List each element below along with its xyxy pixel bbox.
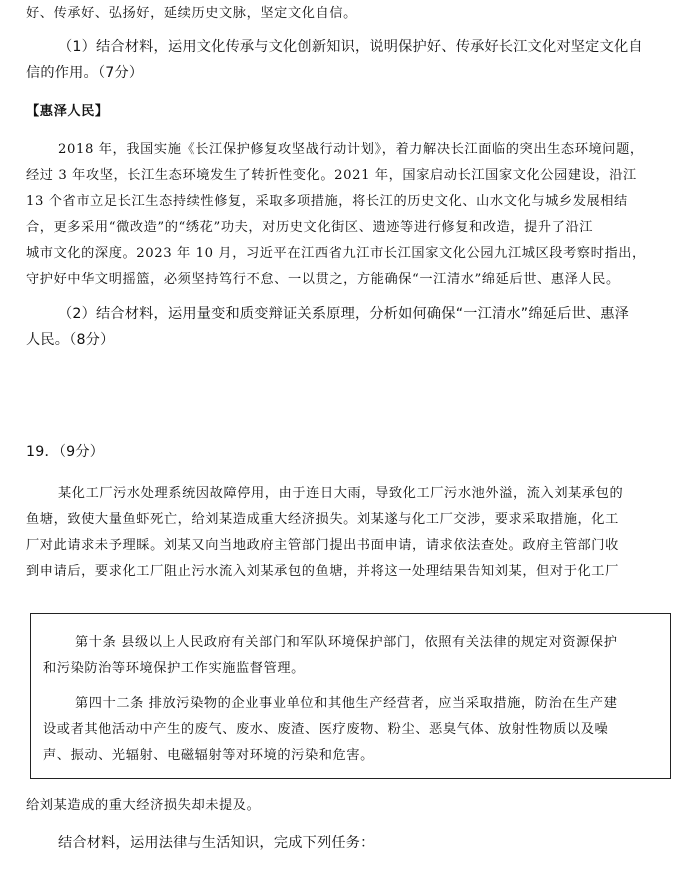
question-number: 19．（9分） xyxy=(26,444,105,460)
passage-line: 鱼塘，致使大量鱼虾死亡，给刘某造成重大经济损失。刘某遂与化工厂交涉，要求采取措施，化工 xyxy=(26,512,619,527)
law-article-line: 第十条 县级以上人民政府有关部门和军队环境保护部门，依照有关法律的规定对资源保护 xyxy=(75,635,618,650)
law-excerpt-box xyxy=(30,613,671,779)
passage-line: 到申请后，要求化工厂阻止污水流入刘某承包的鱼塘，并将这一处理结果告知刘某，但对于化工厂 xyxy=(26,564,619,579)
passage-line: 合，更多采用“微改造”的“绣花”功夫，对历史文化街区、遗迹等进行修复和改造，提升了沿江 xyxy=(26,220,594,235)
passage-line: 好、传承好、弘扬好，延续历史文脉，坚定文化自信。 xyxy=(26,6,357,21)
task-instruction: 结合材料，运用法律与生活知识，完成下列任务： xyxy=(58,835,375,851)
passage-line: 厂对此请求未予理睬。刘某又向当地政府主管部门提出书面申请，请求依法查处。政府主管部门收 xyxy=(26,538,619,553)
law-article-line: 声、振动、光辐射、电磁辐射等对环境的污染和危害。 xyxy=(43,748,374,763)
passage-line: 经过 3 年攻坚，长江生态环境发生了转折性变化。2021 年，国家启动长江国家文化公园建设，沿江 xyxy=(26,168,637,183)
law-article-line: 和污染防治等环境保护工作实施监督管理。 xyxy=(43,661,305,676)
law-article-line: 设或者其他活动中产生的废气、废水、废渣、医疗废物、粉尘、恶臭气体、放射性物质以及噪 xyxy=(43,722,609,737)
passage-line: 城市文化的深度。2023 年 10 月，习近平在江西省九江市长江国家文化公园九江城区段考察时指出， xyxy=(26,246,646,261)
question-2-line: （2）结合材料，运用量变和质变辩证关系原理，分析如何确保“一江清水”绵延后世、惠泽 xyxy=(58,306,630,322)
passage-line: 给刘某造成的重大经济损失却未提及。 xyxy=(26,798,261,813)
law-article-line: 第四十二条 排放污染物的企业事业单位和其他生产经营者，应当采取措施，防治在生产建 xyxy=(75,696,618,711)
question-1-line: 信的作用。（7分） xyxy=(26,65,144,81)
passage-line: 守护好中华文明摇篮，必须坚持笃行不怠、一以贯之，方能确保“一江清水”绵延后世、惠泽人民。 xyxy=(26,272,620,287)
question-1-line: （1）结合材料，运用文化传承与文化创新知识，说明保护好、传承好长江文化对坚定文化自 xyxy=(58,39,643,55)
passage-line: 13 个省市立足长江生态持续性修复，采取多项措施，将长江的历史文化、山水文化与城乡发展相结 xyxy=(26,194,628,209)
passage-line: 某化工厂污水处理系统因故障停用，由于连日大雨，导致化工厂污水池外溢，流入刘某承包的 xyxy=(58,486,624,501)
question-2-line: 人民。（8分） xyxy=(26,332,115,348)
section-heading: 【惠泽人民】 xyxy=(26,104,109,119)
passage-line: 2018 年，我国实施《长江保护修复攻坚战行动计划》，着力解决长江面临的突出生态环境问题， xyxy=(58,142,644,157)
